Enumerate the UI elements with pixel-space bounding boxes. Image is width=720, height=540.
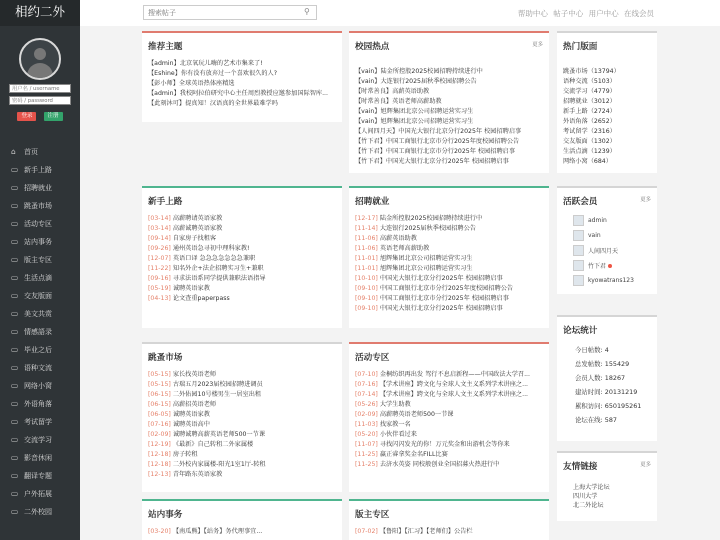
market-list bbox=[142, 370, 342, 480]
panel-jobs bbox=[349, 186, 549, 328]
item-title[interactable]: 寻求法语系同学提供兼职法语指导 bbox=[172, 275, 266, 282]
item-date: [07-10] bbox=[355, 371, 378, 378]
list-item[interactable]: 【竹下君】中国工商银行北京市分行2025年 校园招聘启事 bbox=[355, 148, 516, 155]
sidebar-item-label: 外语角落 bbox=[24, 400, 52, 408]
sidebar-item-label: 站内事务 bbox=[24, 238, 52, 246]
sidebar-item[interactable] bbox=[0, 269, 80, 287]
item-date: [11-14] bbox=[355, 225, 378, 232]
list-item[interactable] bbox=[148, 234, 342, 244]
more-link[interactable]: 更多 bbox=[640, 197, 651, 203]
item-date: [12-17] bbox=[355, 215, 378, 222]
item-date: [12-07] bbox=[148, 255, 171, 262]
password-input[interactable] bbox=[9, 96, 71, 105]
item-title[interactable]: 英语老师高薪助教 bbox=[379, 245, 430, 252]
list-item[interactable]: 【人间四月天】中国光大银行北京分行2025年 校园招聘启事 bbox=[355, 128, 522, 135]
item-date: [12-18] bbox=[148, 451, 171, 458]
affairs-list bbox=[142, 527, 342, 537]
sidebar-item[interactable] bbox=[0, 179, 80, 197]
home-icon: ⌂ bbox=[11, 147, 16, 156]
item-date: [07-16] bbox=[355, 381, 378, 388]
item-date: [05-15] bbox=[148, 381, 171, 388]
panel-title: 热门版面 bbox=[563, 42, 598, 52]
sidebar-item[interactable] bbox=[0, 377, 80, 395]
sidebar-item-label: 情感語录 bbox=[24, 328, 52, 336]
list-item[interactable] bbox=[355, 284, 549, 294]
list-item[interactable]: 招聘就业（3012） bbox=[563, 98, 616, 105]
folder-icon: ▭ bbox=[11, 309, 19, 318]
sidebar-item[interactable] bbox=[0, 359, 80, 377]
sidebar-item[interactable] bbox=[0, 215, 80, 233]
search-input[interactable] bbox=[143, 5, 317, 20]
list-item[interactable] bbox=[148, 420, 342, 430]
list-item[interactable]: 【admin】我校阿拉伯研究中心主任周烈教授应邀参加国际智库... bbox=[148, 90, 328, 97]
sidebar-item[interactable] bbox=[0, 503, 80, 521]
sidebar-item-label: 网络小窝 bbox=[24, 382, 52, 390]
member-item[interactable] bbox=[573, 274, 657, 287]
item-title[interactable]: 诚聘英语高中 bbox=[172, 421, 210, 428]
user-center-link[interactable]: 用户中心 bbox=[588, 9, 619, 18]
item-title[interactable]: 论文查重paperpass bbox=[172, 295, 230, 302]
register-button[interactable]: 注册 bbox=[44, 112, 63, 121]
stat-item: 总发帖数: 155429 bbox=[575, 360, 630, 368]
list-item[interactable] bbox=[148, 527, 342, 537]
list-item[interactable] bbox=[148, 440, 342, 450]
list-item[interactable]: 【vain】大连银行2025届秋季校园招聘公告 bbox=[355, 78, 477, 85]
panel-members bbox=[557, 186, 657, 294]
sidebar-item-label: 生活点滴 bbox=[24, 274, 52, 282]
sidebar-item[interactable] bbox=[0, 161, 80, 179]
panel-recommend bbox=[142, 31, 342, 122]
item-title[interactable]: 知名外企+法企招聘实习生+兼职 bbox=[172, 265, 264, 272]
list-item[interactable] bbox=[355, 420, 549, 430]
stat-item: 建站时间: 20131219 bbox=[575, 388, 638, 396]
item-date: [09-10] bbox=[355, 295, 378, 302]
member-item[interactable] bbox=[573, 259, 657, 272]
stat-item: 今日帖数: 4 bbox=[575, 346, 609, 354]
sidebar-item[interactable] bbox=[0, 197, 80, 215]
sidebar-item-label: 版主专区 bbox=[24, 256, 52, 264]
list-item[interactable]: 【vain】旭辉集团北京公司招聘运营实习生 bbox=[355, 118, 474, 125]
item-title[interactable]: 房子转租 bbox=[172, 451, 198, 458]
folder-icon: ▭ bbox=[11, 363, 19, 372]
member-name[interactable]: admin bbox=[588, 217, 607, 224]
list-item[interactable] bbox=[148, 380, 342, 390]
item-date: [11-01] bbox=[355, 255, 378, 262]
item-title[interactable]: 诚聘英语家教 bbox=[172, 285, 210, 292]
sidebar-item-label: 美文共赏 bbox=[24, 310, 52, 318]
list-item[interactable] bbox=[355, 430, 549, 440]
folder-icon: ▭ bbox=[11, 471, 19, 480]
list-item[interactable] bbox=[148, 470, 342, 480]
sidebar-item-label: 跳蚤市场 bbox=[24, 202, 52, 210]
panel-friendlinks bbox=[557, 451, 657, 521]
list-item[interactable]: 交友版面（1302） bbox=[563, 138, 616, 145]
top-bar bbox=[80, 0, 720, 26]
sidebar-item[interactable] bbox=[0, 341, 80, 359]
panel-title: 招聘就业 bbox=[355, 197, 390, 207]
panel-moderator bbox=[349, 499, 549, 540]
more-link[interactable]: 更多 bbox=[640, 462, 651, 468]
member-item[interactable] bbox=[573, 214, 657, 227]
item-title[interactable]: 金桐纺织再出发 驾行不息启新程——中国政法大学召... bbox=[379, 371, 530, 378]
item-title[interactable]: 家长找英语老师 bbox=[172, 371, 217, 378]
list-item[interactable] bbox=[148, 214, 342, 224]
folder-icon: ▭ bbox=[11, 327, 19, 336]
panel-affairs bbox=[142, 499, 342, 540]
item-date: [09-26] bbox=[148, 245, 171, 252]
item-title[interactable]: 英语口译 急急急急急急急兼职 bbox=[172, 255, 256, 262]
item-date: [03-14] bbox=[148, 215, 171, 222]
folder-icon: ▭ bbox=[11, 237, 19, 246]
list-item[interactable]: 【彭小师】全球英语热体座精选 bbox=[148, 80, 235, 87]
friend-link[interactable]: 北二外论坛 bbox=[573, 502, 604, 509]
panel-title: 版主专区 bbox=[355, 510, 390, 520]
item-title[interactable]: 大学生助教 bbox=[379, 401, 411, 408]
list-item[interactable] bbox=[148, 430, 342, 440]
panel-title: 校园热点 bbox=[355, 42, 390, 52]
stat-item: 会员人数: 18267 bbox=[575, 374, 626, 382]
item-title[interactable]: 青年路东英语家教 bbox=[172, 471, 223, 478]
sidebar-item[interactable] bbox=[0, 485, 80, 503]
list-item[interactable]: 【Eshine】你有没有放弃过一个喜欢很久的人? bbox=[148, 70, 277, 77]
item-title[interactable]: 诚聘诚聘高薪英语老师500一节课 bbox=[172, 431, 266, 438]
list-item[interactable] bbox=[148, 460, 342, 470]
item-date: [07-14] bbox=[355, 391, 378, 398]
item-date: [12-13] bbox=[148, 471, 171, 478]
item-title[interactable]: 寻找闪闪发光的你！万元奖金和出游机会等你来 bbox=[379, 441, 510, 448]
item-title[interactable]: 【南瓜熊】【站务】务代理事宜... bbox=[172, 528, 263, 535]
list-item[interactable]: 【竹下君】中国光大银行北京分行2025年 校园招聘启事 bbox=[355, 158, 509, 165]
sidebar-item-label: 交友版面 bbox=[24, 292, 52, 300]
list-item[interactable]: 【admin】北京氧玩儿嗨的艺术市集来了! bbox=[148, 60, 263, 67]
item-title[interactable]: 中国光大银行北京分行2025年 校园招聘启事 bbox=[379, 275, 503, 282]
item-date: [05-15] bbox=[148, 371, 171, 378]
list-item[interactable] bbox=[355, 244, 549, 254]
more-link[interactable]: 更多 bbox=[532, 42, 543, 48]
help-center-link[interactable]: 帮助中心 bbox=[517, 9, 548, 18]
sidebar-item[interactable] bbox=[0, 305, 80, 323]
item-title[interactable]: 高薪招英语老师 bbox=[172, 401, 217, 408]
sidebar-item[interactable] bbox=[0, 287, 80, 305]
member-item[interactable] bbox=[573, 244, 657, 257]
folder-icon: ▭ bbox=[11, 489, 19, 498]
list-item[interactable]: 外语角落（2652） bbox=[563, 118, 616, 125]
sidebar-item-label: 毕业之后 bbox=[24, 346, 52, 354]
sidebar-item-label: 新手上路 bbox=[24, 166, 52, 174]
item-title[interactable]: 中国工商银行北京市分行2025年 校园招聘启事 bbox=[379, 295, 509, 302]
folder-icon: ▭ bbox=[11, 507, 19, 516]
list-item[interactable]: 交流学习（4779） bbox=[563, 88, 616, 95]
folder-icon: ▭ bbox=[11, 183, 19, 192]
member-name[interactable]: 人间四月天 bbox=[588, 248, 619, 255]
item-title[interactable]: 二外佑园10号楼男生一居室出租 bbox=[172, 391, 262, 398]
sidebar-item-label: 翻译专题 bbox=[24, 472, 52, 480]
list-item[interactable]: 新手上路（2724） bbox=[563, 108, 616, 115]
list-item[interactable]: 跳蚤市场（13794） bbox=[563, 68, 620, 75]
item-date: [05-20] bbox=[355, 431, 378, 438]
list-item[interactable] bbox=[355, 294, 549, 304]
item-date: [11-22] bbox=[148, 265, 171, 272]
item-date: [07-16] bbox=[148, 421, 171, 428]
list-item[interactable]: 【时常善良】英语老师高薪助教 bbox=[355, 98, 442, 105]
item-title[interactable]: 自家房子找租客 bbox=[172, 235, 217, 242]
sidebar-item-label: 招聘就业 bbox=[24, 184, 52, 192]
item-date: [03-20] bbox=[148, 528, 171, 535]
sidebar-item-label: 二外校园 bbox=[24, 508, 52, 516]
item-date: [06-15] bbox=[148, 401, 171, 408]
list-item[interactable] bbox=[148, 264, 342, 274]
member-avatar bbox=[573, 275, 584, 286]
item-date: [12-19] bbox=[148, 441, 171, 448]
item-date: [04-13] bbox=[148, 295, 171, 302]
list-item[interactable]: 【vain】旭辉集团北京公司招聘运营实习生 bbox=[355, 108, 474, 115]
login-button[interactable]: 登录 bbox=[17, 112, 36, 121]
item-date: [05-19] bbox=[148, 285, 171, 292]
user-avatar bbox=[19, 38, 61, 80]
jobs-list bbox=[349, 214, 549, 314]
item-date: [09-10] bbox=[355, 305, 378, 312]
folder-icon: ▭ bbox=[11, 345, 19, 354]
list-item[interactable]: 【竹下君】中国工商银行北京市分行2025年度校园招聘公告 bbox=[355, 138, 520, 145]
list-item[interactable] bbox=[148, 294, 342, 304]
item-title[interactable]: 找家教一名 bbox=[379, 421, 411, 428]
item-date: [09-10] bbox=[355, 285, 378, 292]
panel-title: 友情链接 bbox=[563, 462, 598, 472]
list-item[interactable] bbox=[355, 370, 549, 380]
list-item[interactable] bbox=[148, 274, 342, 284]
item-title[interactable]: 小伙伴看过来 bbox=[379, 431, 417, 438]
sidebar-item[interactable] bbox=[0, 323, 80, 341]
folder-icon: ▭ bbox=[11, 453, 19, 462]
item-title[interactable]: 《最新》自己转租二外家属楼 bbox=[172, 441, 254, 448]
item-date: [09-14] bbox=[148, 235, 171, 242]
stats-list bbox=[557, 343, 657, 427]
sidebar-item-label: 户外拓展 bbox=[24, 490, 52, 498]
list-item[interactable] bbox=[355, 390, 549, 400]
item-title[interactable]: 高薪聘请英语家教 bbox=[172, 215, 223, 222]
list-item[interactable] bbox=[355, 527, 549, 537]
site-logo[interactable]: 相约二外 bbox=[0, 0, 80, 26]
member-avatar bbox=[573, 215, 584, 226]
sidebar-item[interactable] bbox=[0, 143, 80, 161]
list-item[interactable]: 语种交流（5103） bbox=[563, 78, 616, 85]
item-date: [05-26] bbox=[355, 401, 378, 408]
activity-list bbox=[349, 370, 549, 470]
list-item[interactable] bbox=[355, 234, 549, 244]
item-date: [02-09] bbox=[148, 431, 171, 438]
panel-hot bbox=[557, 31, 657, 173]
list-item[interactable] bbox=[355, 304, 549, 314]
hot-forum-list bbox=[557, 67, 657, 167]
list-item[interactable] bbox=[355, 380, 549, 390]
top-links bbox=[515, 8, 654, 19]
item-title[interactable]: 陆金所控股2025校园招聘持续进行中 bbox=[379, 215, 483, 222]
panel-newbie bbox=[142, 186, 342, 328]
sidebar bbox=[0, 0, 80, 540]
list-item[interactable]: 生活点滴（1239） bbox=[563, 148, 616, 155]
list-item[interactable] bbox=[148, 450, 342, 460]
panel-market bbox=[142, 342, 342, 492]
item-title[interactable]: 【学术讲座】跨文化与全球人文主义系列学术讲座之... bbox=[379, 381, 529, 388]
online-dot-icon bbox=[608, 264, 612, 268]
panel-title: 论坛统计 bbox=[563, 326, 598, 336]
moderator-list bbox=[349, 527, 549, 537]
list-item[interactable] bbox=[355, 274, 549, 284]
friend-link[interactable]: 四川大学 bbox=[573, 493, 598, 500]
list-item[interactable] bbox=[355, 410, 549, 420]
item-title[interactable]: 中国光大银行北京分行2025年 校园招聘启事 bbox=[379, 305, 503, 312]
list-item[interactable] bbox=[148, 224, 342, 234]
sidebar-item[interactable] bbox=[0, 431, 80, 449]
folder-icon: ▭ bbox=[11, 435, 19, 444]
list-item[interactable] bbox=[148, 400, 342, 410]
sidebar-item[interactable] bbox=[0, 395, 80, 413]
panel-title: 新手上路 bbox=[148, 197, 183, 207]
item-date: [11-25] bbox=[355, 451, 378, 458]
list-item[interactable] bbox=[355, 400, 549, 410]
member-avatar bbox=[573, 245, 584, 256]
member-list bbox=[557, 214, 657, 287]
panel-title: 推荐主题 bbox=[148, 42, 183, 52]
item-title[interactable]: 中国工商银行北京市分行2025年度校园招聘公告 bbox=[379, 285, 514, 292]
list-item[interactable] bbox=[148, 244, 342, 254]
stat-item: 论坛在线: 587 bbox=[575, 416, 617, 424]
sidebar-item-label: 考试留学 bbox=[24, 418, 52, 426]
sidebar-item-label: 交流学习 bbox=[24, 436, 52, 444]
sidebar-nav bbox=[0, 143, 80, 521]
panel-stats bbox=[557, 315, 657, 441]
folder-icon: ▭ bbox=[11, 219, 19, 228]
list-item[interactable] bbox=[355, 254, 549, 264]
item-date: [10-10] bbox=[355, 275, 378, 282]
list-item[interactable] bbox=[355, 214, 549, 224]
sidebar-item-label: 语种文流 bbox=[24, 364, 52, 372]
list-item[interactable] bbox=[355, 460, 549, 470]
item-title[interactable]: 旭辉集团北京公司招聘运营实习生 bbox=[379, 265, 473, 272]
item-title[interactable]: 高薪诚聘英语家教 bbox=[172, 225, 223, 232]
sidebar-item-label: 首页 bbox=[24, 148, 38, 156]
newbie-list bbox=[142, 214, 342, 304]
panel-title: 站内事务 bbox=[148, 510, 183, 520]
campus-list bbox=[349, 67, 549, 167]
panel-title: 活动专区 bbox=[355, 353, 390, 363]
item-date: [06-05] bbox=[148, 411, 171, 418]
item-title[interactable]: 诚聘英语家教 bbox=[172, 411, 210, 418]
item-date: [03-14] bbox=[148, 225, 171, 232]
folder-icon: ▭ bbox=[11, 255, 19, 264]
list-item[interactable]: 考试留学（2316） bbox=[563, 128, 616, 135]
folder-icon: ▭ bbox=[11, 201, 19, 210]
member-item[interactable] bbox=[573, 229, 657, 242]
list-item[interactable] bbox=[148, 284, 342, 294]
sidebar-item[interactable] bbox=[0, 449, 80, 467]
list-item[interactable]: 【时常善良】高薪英语助教 bbox=[355, 88, 430, 95]
item-title[interactable]: 赢正睿拿奖金名FILL比赛 bbox=[379, 451, 448, 458]
item-title[interactable]: 二外校内家属楼-阳光1室1厅-转租 bbox=[172, 461, 266, 468]
stat-item: 累积访问: 650195261 bbox=[575, 402, 642, 410]
list-item[interactable] bbox=[355, 224, 549, 234]
post-center-link[interactable]: 帖子中心 bbox=[553, 9, 584, 18]
item-date: [11-03] bbox=[355, 421, 378, 428]
friend-link[interactable]: 上海大学论坛 bbox=[573, 484, 610, 491]
list-item[interactable] bbox=[355, 264, 549, 274]
item-date: [11-06] bbox=[355, 235, 378, 242]
sidebar-item-label: 活动专区 bbox=[24, 220, 52, 228]
sidebar-item[interactable] bbox=[0, 413, 80, 431]
member-name[interactable]: kyowatrans123 bbox=[588, 277, 634, 284]
list-item[interactable] bbox=[355, 440, 549, 450]
item-title[interactable]: 大连银行2025届秋季校园招聘公告 bbox=[379, 225, 476, 232]
item-title[interactable]: 古瑞五月2023届校园招聘进调员 bbox=[172, 381, 263, 388]
list-item[interactable] bbox=[148, 410, 342, 420]
sidebar-item[interactable] bbox=[0, 467, 80, 485]
item-title[interactable]: 【鲁阳】【汇习】【老师们】公告栏 bbox=[379, 528, 473, 535]
folder-icon: ▭ bbox=[11, 165, 19, 174]
item-date: [06-15] bbox=[148, 391, 171, 398]
sidebar-item[interactable] bbox=[0, 233, 80, 251]
item-title[interactable]: 高薪聘英语老师500一节课 bbox=[379, 411, 454, 418]
folder-icon: ▭ bbox=[11, 291, 19, 300]
folder-icon: ▭ bbox=[11, 417, 19, 426]
item-title[interactable]: 高薪英语助教 bbox=[379, 235, 417, 242]
folder-icon: ▭ bbox=[11, 273, 19, 282]
item-title[interactable]: 【学术讲座】跨文化与全球人文主义系列学术讲座之... bbox=[379, 391, 529, 398]
item-date: [02-09] bbox=[355, 411, 378, 418]
item-date: [09-16] bbox=[148, 275, 171, 282]
sidebar-item-label: 影音休闲 bbox=[24, 454, 52, 462]
recommend-list bbox=[142, 59, 342, 109]
online-members-link[interactable]: 在线会员 bbox=[624, 9, 654, 18]
list-item[interactable] bbox=[148, 254, 342, 264]
folder-icon: ▭ bbox=[11, 381, 19, 390]
list-item[interactable] bbox=[355, 450, 549, 460]
item-date: [11-06] bbox=[355, 245, 378, 252]
item-date: [11-25] bbox=[355, 461, 378, 468]
item-title[interactable]: 去济水英姿 同校般创业全国招募火热进行中 bbox=[379, 461, 500, 468]
member-avatar bbox=[573, 230, 584, 241]
sidebar-item[interactable] bbox=[0, 251, 80, 269]
username-input[interactable] bbox=[9, 84, 71, 93]
item-date: [11-07] bbox=[355, 441, 378, 448]
friend-link-list bbox=[557, 483, 657, 510]
panel-campus bbox=[349, 31, 549, 173]
member-avatar bbox=[573, 260, 584, 271]
list-item[interactable]: 【此刻沐可】提真知！汉语真的全世界最难学吗 bbox=[148, 100, 278, 107]
panel-title: 跳蚤市场 bbox=[148, 353, 183, 363]
member-name[interactable]: 竹下君 bbox=[588, 263, 607, 270]
item-date: [07-02] bbox=[355, 528, 378, 535]
item-date: [12-18] bbox=[148, 461, 171, 468]
search-icon[interactable]: ⚲ bbox=[304, 7, 310, 16]
item-title[interactable]: 旭辉集团北京公司招聘运营实习生 bbox=[379, 255, 473, 262]
item-title[interactable]: 通州英语急寻初中理科家教! bbox=[172, 245, 250, 252]
panel-activity bbox=[349, 342, 549, 492]
folder-icon: ▭ bbox=[11, 399, 19, 408]
list-item[interactable] bbox=[148, 390, 342, 400]
item-date: [11-01] bbox=[355, 265, 378, 272]
member-name[interactable]: vain bbox=[588, 232, 601, 239]
list-item[interactable]: 网络小窝（684） bbox=[563, 158, 612, 165]
list-item[interactable]: 【vain】陆金所控股2025校园招聘持续进行中 bbox=[355, 68, 483, 75]
panel-title: 活跃会员 bbox=[563, 197, 598, 207]
list-item[interactable] bbox=[148, 370, 342, 380]
